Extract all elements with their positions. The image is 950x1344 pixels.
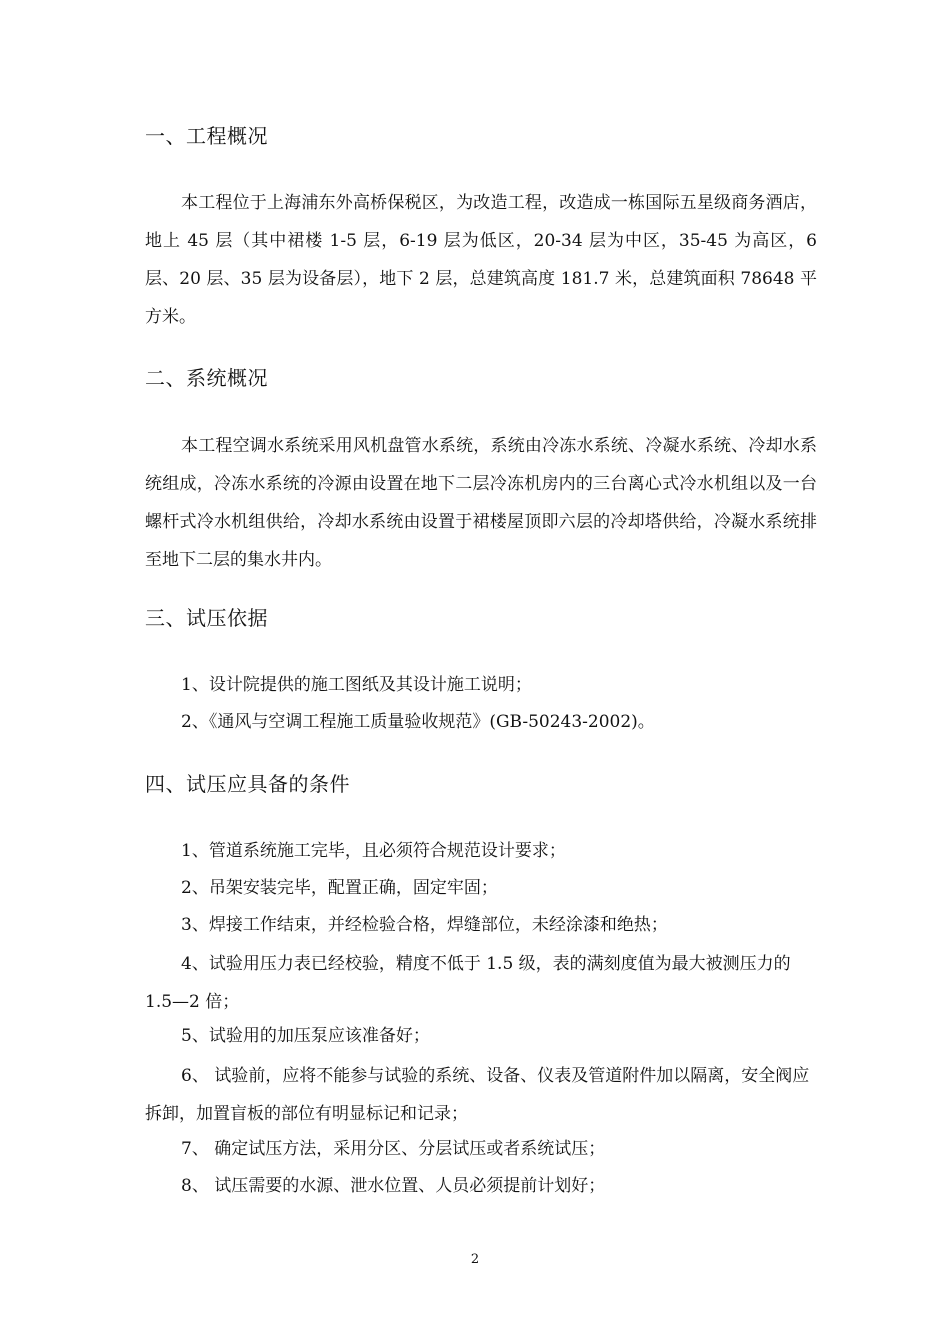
list-item: 5、试验用的加压泵应该准备好； bbox=[181, 1026, 430, 1046]
system-paragraph: 本工程空调水系统采用风机盘管水系统，系统由冷冻水系统、冷凝水系统、冷却水系统组成，冷冻水系统的冷源由设置在地下二层冷冻机房内的三台离心式冷水机组以及一台螺杆式冷水机组供给，冷却水系统由设置于裙楼屋顶即六层的冷却塔供给，冷凝水系统排至地下二层的集水井内。 bbox=[145, 436, 817, 570]
section-heading-overview: 一、工程概况 bbox=[145, 124, 268, 148]
list-item: 3、焊接工作结束，并经检验合格，焊缝部位，未经涂漆和绝热； bbox=[181, 915, 668, 935]
page-number: 2 bbox=[470, 1252, 480, 1267]
list-item: 4、试验用压力表已经校验，精度不低于 1.5 级，表的满刻度值为最大被测压力的 1.5—2 倍； bbox=[145, 954, 791, 1012]
list-item: 7、 确定试压方法，采用分区、分层试压或者系统试压； bbox=[181, 1139, 606, 1159]
list-item: 2、《通风与空调工程施工质量验收规范》(GB-50243-2002)。 bbox=[181, 712, 655, 732]
section-heading-conditions: 四、试压应具备的条件 bbox=[145, 772, 350, 796]
list-item: 8、 试压需要的水源、泄水位置、人员必须提前计划好； bbox=[181, 1176, 606, 1196]
list-item: 1、设计院提供的施工图纸及其设计施工说明； bbox=[181, 675, 532, 695]
list-item: 1、管道系统施工完毕，且必须符合规范设计要求； bbox=[181, 841, 566, 861]
list-item: 6、 试验前，应将不能参与试验的系统、设备、仪表及管道附件加以隔离，安全阀应拆卸，加置盲板的部位有明显标记和记录； bbox=[145, 1066, 810, 1124]
section-heading-system: 二、系统概况 bbox=[145, 366, 268, 390]
overview-paragraph: 本工程位于上海浦东外高桥保税区，为改造工程，改造成一栋国际五星级商务酒店，地上 45 层（其中裙楼 1-5 层，6-19 层为低区，20-34 层为中区，35-45 为高区，6 层、20 层、35 层为设备层），地下 2 层，总建筑高度 181.7 米，总建筑面积 78648 平方米。 bbox=[145, 193, 817, 327]
section-heading-basis: 三、试压依据 bbox=[145, 606, 268, 630]
list-item: 2、吊架安装完毕，配置正确，固定牢固； bbox=[181, 878, 498, 898]
